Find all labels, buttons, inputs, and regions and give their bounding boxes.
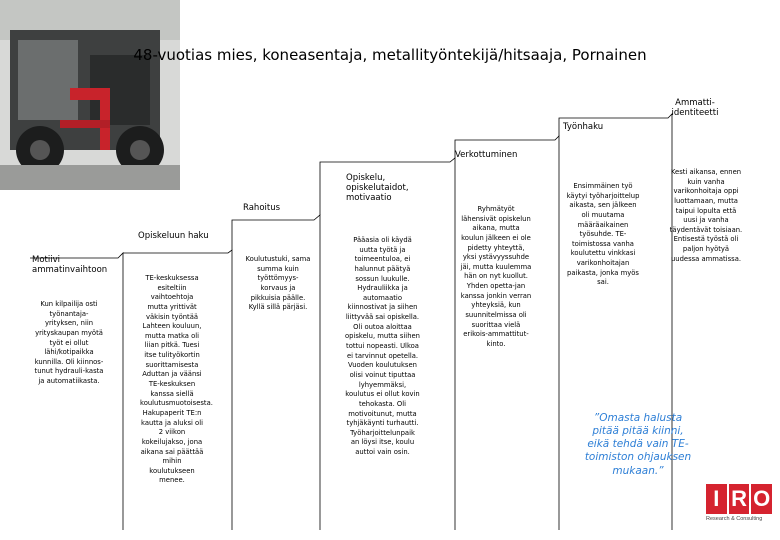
step-label-motiivi: Motiivi ammatinvaihtoon <box>32 255 108 276</box>
step-label-tyonhaku: Työnhaku <box>563 122 604 132</box>
step-label-opiskeluun-haku: Opiskeluun haku <box>138 231 209 241</box>
step-text-rahoitus: Koulutustuki, sama summa kuin työttömyys-korvaus ja pikkuisia päälle. Kyllä sillä pärjäsi. <box>245 255 311 312</box>
page-title: 48-vuotias mies, koneasentaja, metallityöntekijä/hitsaaja, Pornainen <box>133 46 647 64</box>
step-label-ammatti-identiteetti: Ammatti-identiteetti <box>671 98 719 119</box>
step-text-ammatti-identiteetti: Kesti aikansa, ennen kuin vanha varikonhoitaja oppi luottamaan, mutta taipui lopulta että uusi ja vanha täydentävät toisiaan. Entisestä työstä oli paljon hyötyä uudessa ammatissa. <box>669 168 743 263</box>
iro-logo <box>706 484 772 528</box>
logo-letter-i: I <box>706 484 727 514</box>
step-label-opiskelu: Opiskelu, opiskelutaidot, motivaatio <box>346 173 409 204</box>
step-label-verkottuminen: Verkottuminen <box>455 150 518 160</box>
logo-letter-o: O <box>751 484 772 514</box>
logo-subtitle: Research & Consulting <box>706 516 763 522</box>
step-text-motiivi: Kun kilpailija osti työnantaja-yrityksen, niin yrityskaupan myötä työt ei ollut lähi/kotipaikka kunnilla. Oli kiinnos-tunut hydrauli-kasta ja automatiikasta. <box>34 300 104 386</box>
step-text-tyonhaku: Ensimmäinen työ käytyi työharjoittelup aikasta, sen jälkeen oli muutama määräaikainen työsuhde. TE-toimistossa vanha koulutettu vinkkasi varikonhoitajan paikasta, jonka myös sai. <box>566 182 640 287</box>
logo-letter-r: R <box>729 484 750 514</box>
step-text-verkottuminen: Ryhmätyöt lähensivät opiskelun aikana, mutta koulun jälkeen ei ole pidetty yhteyttä, yksi ystävyyssuhde jäi, mutta kuulemma hän on nyt kuollut. Yhden opetta-jan kanssa jonkin verran yhteyksiä, kun suunnitelmissa oli suorittaa vielä erikois-ammattitut-kinto. <box>460 205 532 348</box>
step-text-opiskeluun-haku: TE-keskuksessa esiteltiin vaihtoehtoja mutta yrittivät väkisin työntää Lahteen kouluun, mutta matka oli liian pitkä. Tuesi itse tulityökortin suorittamisesta Aduttan ja väänsi TE-keskuksen kanssa siellä koulutusmuotoisesta. Hakupaperit TE:n kautta ja aluksi oli 2 viikon kokeilujakso, jona aikana sai päättää mihin koulutukseen menee. <box>140 274 213 485</box>
quote-text: ”Omasta halusta pitää pitää kiinni, eikä tehdä vain TE-toimiston ohjauksen mukaan.” <box>584 412 692 477</box>
step-text-opiskelu: Pääasia oli käydä uutta työtä ja toimeentuloa, ei halunnut päätyä sossun luukulle. Hydrauliikka ja automaatio kiinnostivat ja siihen liittyvää sai opiskella. Oli outoa aloittaa opiskelu, mutta siihen tottui nopeasti. Ulkoa ei tarvinnut opetella. Vuoden koulutuksen olisi voinut tiputtaa lyhyemmäksi, koulutus ei ollut kovin tehokasta. Oli motivoitunut, mutta tyhjäkäynti turhautti. Työharjoittelunpaik an löysi itse, koulu auttoi vain osin. <box>345 236 420 457</box>
step-label-rahoitus: Rahoitus <box>243 203 281 213</box>
